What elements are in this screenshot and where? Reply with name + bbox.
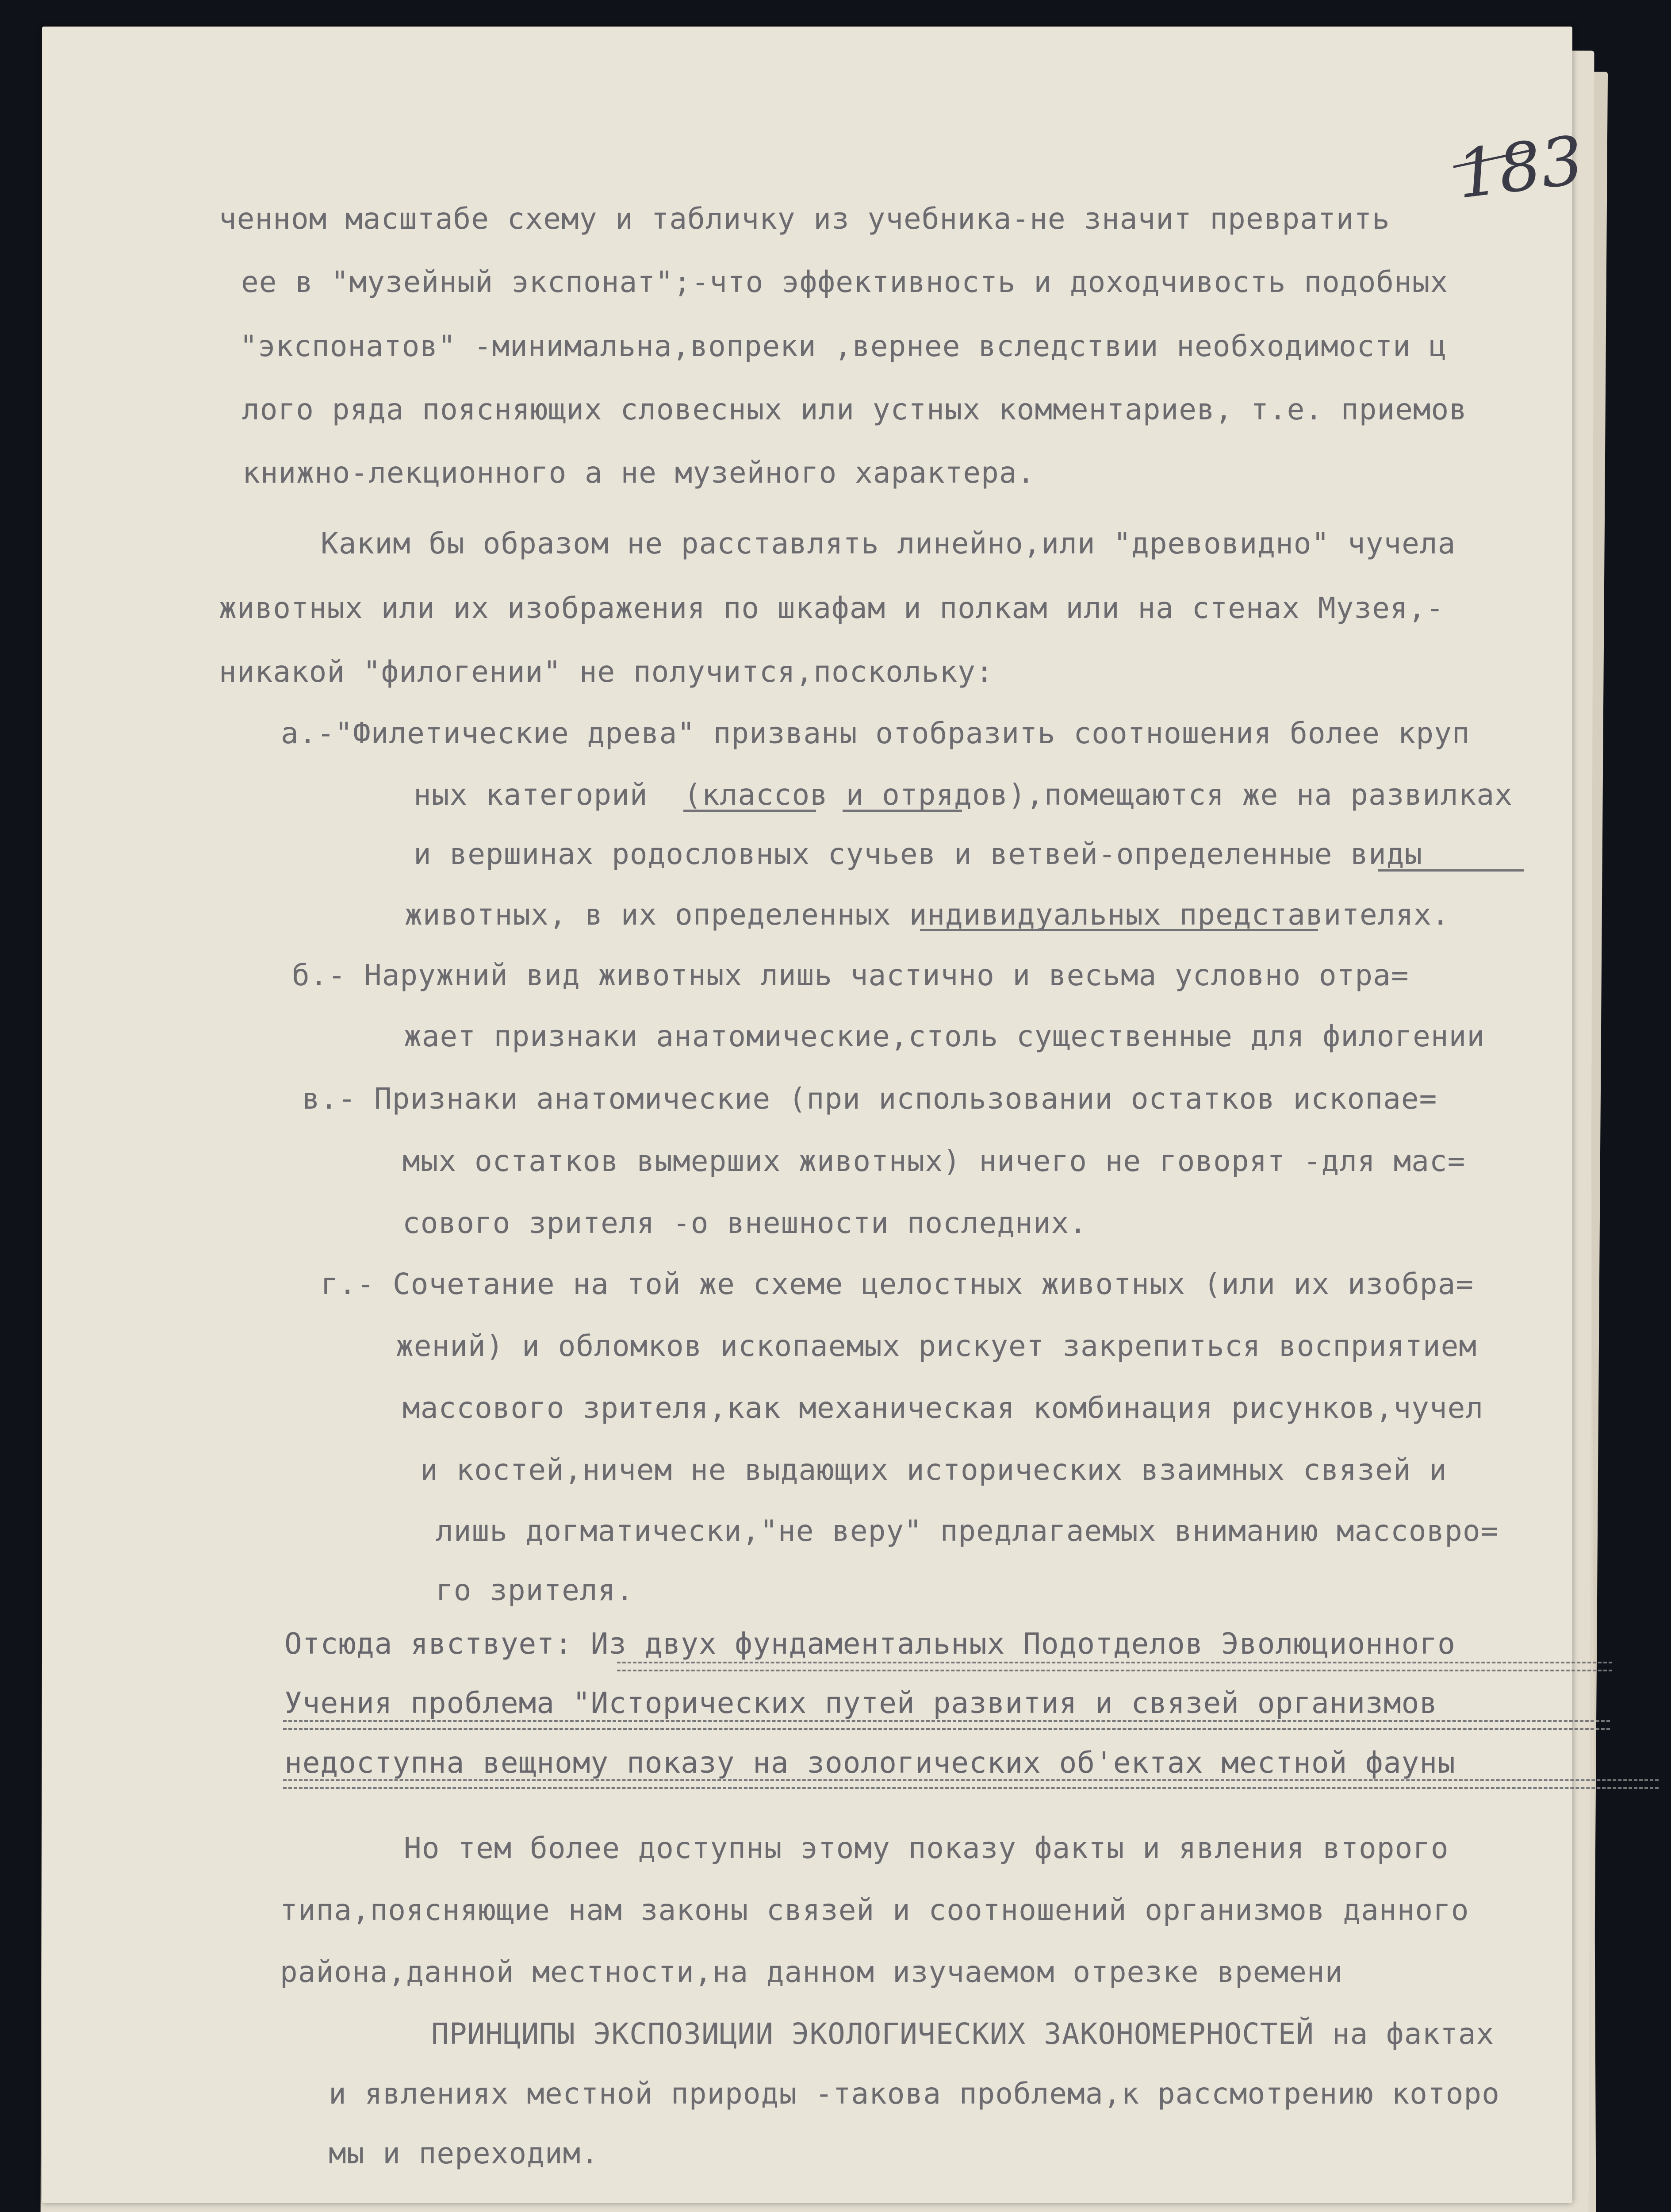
text-line: го зрителя. bbox=[436, 1573, 634, 1607]
text-line: ченном масштабе схему и табличку из учебника-не значит превратить bbox=[219, 202, 1390, 236]
underline-mark bbox=[1378, 869, 1524, 872]
text-line: книжно-лекционного а не музейного характера. bbox=[242, 456, 1035, 490]
text-line: мы и переходим. bbox=[329, 2136, 599, 2170]
text-line: и вершинах родословных сучьев и ветвей-определенные виды bbox=[414, 837, 1423, 871]
text-line: жений) и обломков ископаемых рискует закрепиться восприятием bbox=[396, 1329, 1477, 1363]
text-line: ПРИНЦИПЫ ЭКСПОЗИЦИИ ЭКОЛОГИЧЕСКИХ ЗАКОНОМЕРНОСТЕЙ на фактах bbox=[431, 2017, 1495, 2051]
double-underline bbox=[283, 1720, 1610, 1730]
text-line: ных категорий (классов и отрядов),помещаются же на развилках bbox=[414, 778, 1513, 812]
text-line: г.- Сочетание на той же схеме целостных животных (или их изобра= bbox=[321, 1267, 1474, 1301]
text-line: мых остатков вымерших животных) ничего не говорят -для мас= bbox=[402, 1144, 1466, 1178]
underline-mark bbox=[920, 929, 1318, 931]
underline-mark bbox=[843, 810, 962, 812]
text-line: и костей,ничем не выдающих исторических взаимных связей и bbox=[420, 1453, 1447, 1487]
text-line: Каким бы образом не расставлять линейно,или "древовидно" чучела bbox=[321, 526, 1456, 561]
text-line: животных, в их определенных индивидуальных представителях. bbox=[405, 898, 1450, 932]
double-underline bbox=[283, 1779, 1659, 1789]
typed-page bbox=[42, 27, 1588, 2203]
text-line: Но тем более доступны этому показу факты и явления второго bbox=[404, 1831, 1449, 1865]
text-line: животных или их изображения по шкафам и полкам или на стенах Музея,- bbox=[219, 591, 1445, 625]
text-line: типа,поясняющие нам законы связей и соотношений организмов данного bbox=[280, 1893, 1469, 1927]
text-line: никакой "филогении" не получится,поскольку: bbox=[219, 655, 994, 689]
folio-number: 183 bbox=[1452, 122, 1588, 214]
text-line: сового зрителя -о внешности последних. bbox=[402, 1206, 1087, 1240]
text-line: массового зрителя,как механическая комбинация рисунков,чучел bbox=[402, 1391, 1484, 1425]
text-line: ее в "музейный экспонат";-что эффективность и доходчивость подобных bbox=[241, 265, 1449, 299]
text-line: недоступна вещному показу на зоологических об'ектах местной фауны bbox=[284, 1746, 1456, 1780]
underline-mark bbox=[683, 810, 816, 812]
double-underline bbox=[617, 1662, 1612, 1671]
text-line: лого ряда поясняющих словесных или устных комментариев, т.е. приемов bbox=[242, 392, 1468, 426]
text-line: в.- Признаки анатомические (при использовании остатков ископае= bbox=[302, 1082, 1437, 1116]
text-line: "экспонатов" -минимальна,вопреки ,вернее вследствии необходимости ц bbox=[240, 329, 1447, 363]
text-line: а.-"Филетические древа" призваны отобразить соотношения более круп bbox=[281, 716, 1470, 750]
text-line: лишь догматически,"не веру" предлагаемых вниманию массовро= bbox=[436, 1514, 1499, 1548]
text-line: и явлениях местной природы -такова проблема,к рассмотрению которо bbox=[329, 2077, 1500, 2111]
text-line: б.- Наружний вид животных лишь частично и весьма условно отра= bbox=[292, 958, 1409, 992]
text-line: жает признаки анатомические,столь существенные для филогении bbox=[404, 1019, 1485, 1053]
text-line: Отсюда явствует: Из двух фундаментальных Подотделов Эволюционного bbox=[284, 1627, 1456, 1661]
text-line: Учения проблема "Исторических путей развития и связей организмов bbox=[284, 1686, 1438, 1720]
text-line: района,данной местности,на данном изучаемом отрезке времени bbox=[280, 1955, 1343, 1989]
